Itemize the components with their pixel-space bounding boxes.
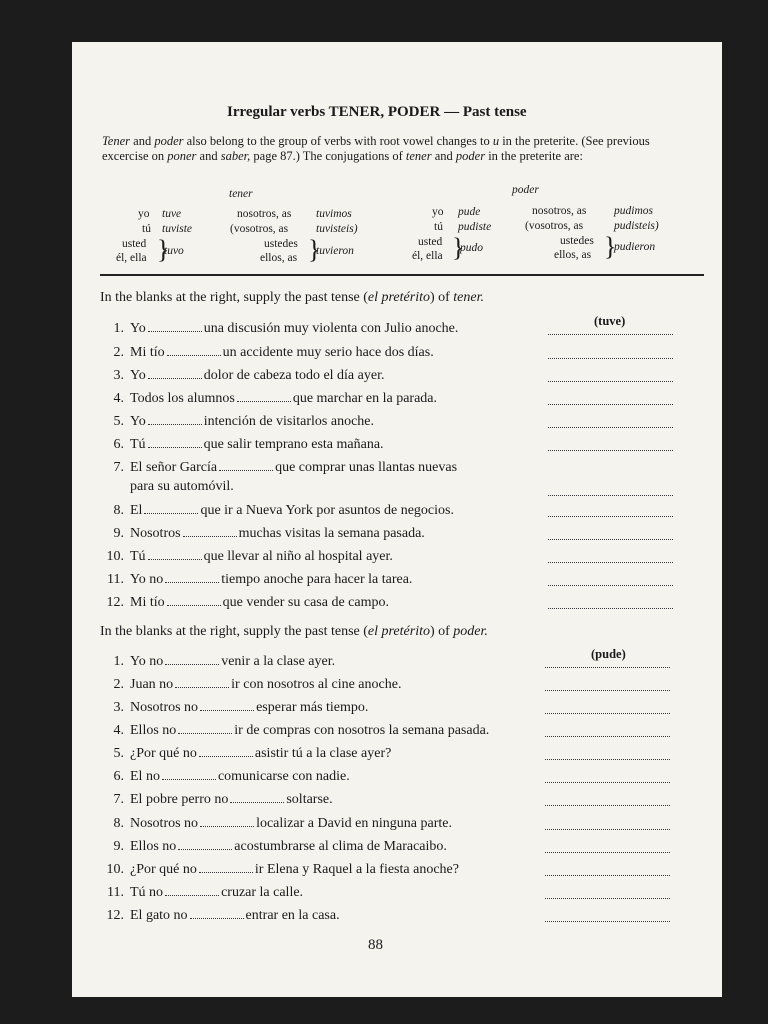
item-predicate: ir con nosotros al cine anoche.	[231, 677, 402, 692]
exercise-item	[72, 722, 490, 739]
item-subject: Ellos no	[130, 723, 177, 738]
intro-text-part: u	[492, 134, 500, 148]
answer-blank[interactable]	[545, 713, 670, 714]
item-subject: ¿Por qué no	[130, 862, 197, 877]
inline-blank	[167, 344, 221, 356]
item-number: 2.	[113, 677, 124, 692]
exercise-item	[72, 594, 389, 611]
inline-blank	[148, 436, 202, 448]
intro-text-part: in the preterite are:	[485, 149, 583, 163]
poder-el-pronoun: él, ella	[412, 250, 443, 262]
inline-blank	[183, 525, 237, 537]
poder-tu-form: pudiste	[458, 221, 492, 233]
tener-usted-form: tuvo	[164, 245, 184, 257]
item-subject: Tú	[130, 549, 146, 564]
poder-brace-singular: }	[452, 233, 465, 262]
poder-vosotros-form: pudisteis)	[614, 220, 659, 232]
tener-tu-form: tuviste	[162, 223, 193, 235]
exercise-item	[72, 838, 447, 855]
item-subject: ¿Por qué no	[130, 746, 197, 761]
exercise-item	[72, 459, 458, 476]
poder-tu-pronoun: tú	[434, 221, 443, 233]
inline-blank	[148, 548, 202, 560]
poder-brace-plural: }	[604, 232, 617, 261]
item-predicate: esperar más tiempo.	[256, 700, 369, 715]
answer-blank[interactable]	[548, 585, 673, 586]
inline-blank	[178, 838, 232, 850]
item-number: 8.	[113, 816, 124, 831]
item-subject: Tú no	[130, 885, 164, 900]
answer-blank[interactable]	[545, 852, 670, 853]
answer-blank[interactable]	[548, 539, 673, 540]
item-predicate: tiempo anoche para hacer la tarea.	[221, 572, 413, 587]
poder-yo-form: pude	[458, 206, 481, 218]
item-number: 12.	[106, 908, 124, 923]
worksheet-page	[72, 42, 722, 997]
section2-instruction: In the blanks at the right, supply the past tense (el pretérito) of poder.	[100, 624, 488, 639]
item-predicate: asistir tú a la clase ayer?	[254, 746, 392, 761]
item-predicate: una discusión muy violenta con Julio anoche.	[203, 321, 459, 336]
tener-vosotros-pronoun: (vosotros, as	[230, 223, 289, 235]
intro-paragraph	[102, 134, 682, 164]
answer-blank[interactable]	[545, 736, 670, 737]
divider-line	[100, 274, 704, 276]
item-predicate: que salir temprano esta mañana.	[203, 437, 384, 452]
answer-blank[interactable]	[548, 427, 673, 428]
item-number: 3.	[113, 700, 124, 715]
item-number: 8.	[113, 503, 124, 518]
answer-blank[interactable]	[548, 334, 673, 335]
exercise-item	[72, 548, 393, 565]
exercise-item	[72, 344, 434, 361]
item-subject: Nosotros	[130, 526, 181, 541]
intro-text-part: poder	[154, 134, 184, 148]
item-subject: Mi tío	[130, 345, 165, 360]
tener-brace-singular: }	[157, 235, 170, 264]
item-subject: El	[130, 503, 143, 518]
inline-blank	[162, 768, 216, 780]
item-subject: Yo no	[130, 654, 164, 669]
inline-blank	[175, 676, 229, 688]
exercise-item	[72, 676, 402, 693]
inline-blank	[148, 413, 202, 425]
page-title: Irregular verbs TENER, PODER — Past tense	[227, 104, 527, 120]
item-number: 6.	[113, 769, 124, 784]
item-subject: Ellos no	[130, 839, 177, 854]
intro-text-part: page 87.) The conjugations of	[250, 149, 406, 163]
poder-yo-pronoun: yo	[432, 206, 444, 218]
exercise-item	[72, 745, 392, 762]
answer-blank[interactable]	[545, 759, 670, 760]
poder-nosotros-pronoun: nosotros, as	[532, 205, 587, 217]
item-predicate: localizar a David en ninguna parte.	[256, 816, 452, 831]
item-predicate: que vender su casa de campo.	[222, 595, 389, 610]
page-number: 88	[368, 937, 383, 953]
inline-blank	[219, 459, 273, 471]
inline-blank	[200, 699, 254, 711]
item-predicate: muchas visitas la semana pasada.	[238, 526, 425, 541]
tener-usted-pronoun: usted	[122, 238, 147, 250]
exercise-item	[72, 815, 452, 832]
poder-ustedes-pronoun: ustedes	[560, 235, 594, 247]
exercise-item	[72, 884, 304, 901]
item-predicate: que marchar en la parada.	[292, 391, 438, 406]
poder-ustedes-form: pudieron	[614, 241, 656, 253]
answer-blank[interactable]	[548, 381, 673, 382]
item-number: 2.	[113, 345, 124, 360]
exercise-item	[72, 768, 350, 785]
item-predicate: comunicarse con nadie.	[217, 769, 350, 784]
answer-blank[interactable]	[548, 404, 673, 405]
item-predicate: un accidente muy serio hace dos días.	[222, 345, 434, 360]
poder-vosotros-pronoun: (vosotros, as	[525, 220, 584, 232]
tener-heading: tener	[229, 188, 253, 200]
exercise-item	[72, 525, 425, 542]
item-subject: Tú	[130, 437, 146, 452]
item-number: 4.	[113, 391, 124, 406]
exercise-item	[72, 413, 375, 430]
inline-blank	[200, 815, 254, 827]
answer-blank[interactable]	[548, 608, 673, 609]
item-subject: Yo	[130, 414, 146, 429]
item-predicate: que comprar unas llantas nuevas	[275, 460, 458, 475]
answer-blank[interactable]	[545, 805, 670, 806]
item-number: 4.	[113, 723, 124, 738]
item-predicate: intención de visitarlos anoche.	[203, 414, 375, 429]
poder-usted-form: pudo	[460, 242, 483, 254]
answer-blank[interactable]	[545, 829, 670, 830]
exercise-item	[72, 861, 459, 878]
intro-text-part: tener	[405, 149, 432, 163]
answer-blank[interactable]	[545, 690, 670, 691]
intro-text-part: poder	[455, 149, 486, 163]
exercise-item	[72, 791, 333, 808]
inline-blank	[199, 745, 253, 757]
exercise-item	[72, 436, 384, 453]
answer-blank[interactable]	[548, 450, 673, 451]
item-predicate: cruzar la calle.	[221, 885, 304, 900]
item-subject: Nosotros no	[130, 816, 199, 831]
item-predicate: ir Elena y Raquel a la fiesta anoche?	[254, 862, 459, 877]
tener-ustedes-form: tuvieron	[316, 245, 354, 257]
intro-text-part: and	[196, 149, 221, 163]
item-number: 10.	[106, 549, 124, 564]
item-number: 10.	[106, 862, 124, 877]
section1-instruction: In the blanks at the right, supply the past tense (el pretérito) of tener.	[100, 290, 485, 305]
tener-nosotros-form: tuvimos	[316, 208, 352, 220]
exercise-item	[72, 502, 454, 519]
answer-blank[interactable]	[548, 562, 673, 563]
exercise-item	[72, 653, 336, 670]
inline-blank	[165, 571, 219, 583]
poder-heading: poder	[512, 184, 539, 196]
item-predicate: ir de compras con nosotros la semana pasada.	[234, 723, 490, 738]
item-subject: Mi tío	[130, 595, 165, 610]
exercise-item	[72, 320, 459, 337]
item-subject: El no	[130, 769, 160, 784]
poder-ellos-pronoun: ellos, as	[554, 249, 592, 261]
inline-blank	[148, 320, 202, 332]
item-subject: Yo	[130, 368, 146, 383]
inline-blank	[148, 367, 202, 379]
item-predicate: venir a la clase ayer.	[221, 654, 336, 669]
exercise-item	[72, 390, 438, 407]
inline-blank	[237, 390, 291, 402]
item-subject: El señor García	[130, 460, 218, 475]
intro-text-part: poner	[167, 149, 197, 163]
intro-text-part: Tener	[102, 134, 131, 148]
item-number: 12.	[106, 595, 124, 610]
item-predicate: dolor de cabeza todo el día ayer.	[203, 368, 385, 383]
inline-blank	[165, 884, 219, 896]
answer-blank[interactable]	[545, 875, 670, 876]
poder-nosotros-form: pudimos	[614, 205, 653, 217]
tener-ellos-pronoun: ellos, as	[260, 252, 298, 264]
answer-blank[interactable]	[545, 782, 670, 783]
item-number: 6.	[113, 437, 124, 452]
answer-blank[interactable]	[548, 495, 673, 496]
example-answer: (pude)	[591, 647, 626, 661]
item-subject: Yo no	[130, 572, 164, 587]
answer-blank[interactable]	[545, 898, 670, 899]
exercise-item	[72, 907, 340, 924]
intro-text-part: and	[130, 134, 155, 148]
item-number: 7.	[113, 460, 124, 475]
item-predicate: que llevar al niño al hospital ayer.	[203, 549, 393, 564]
exercise-item	[72, 367, 385, 384]
item-continuation: para su automóvil.	[130, 479, 234, 494]
item-number: 7.	[113, 792, 124, 807]
tener-brace-plural: }	[308, 235, 321, 264]
tener-yo-form: tuve	[162, 208, 182, 220]
inline-blank	[167, 594, 221, 606]
item-number: 5.	[113, 414, 124, 429]
exercise-item	[72, 571, 413, 588]
item-predicate: acostumbrarse al clima de Maracaibo.	[234, 839, 447, 854]
tener-ustedes-pronoun: ustedes	[264, 238, 298, 250]
inline-blank	[199, 861, 253, 873]
exercise-item	[72, 699, 369, 716]
item-number: 1.	[113, 321, 124, 336]
item-subject: Todos los alumnos	[130, 391, 235, 406]
inline-blank	[144, 502, 198, 514]
inline-blank	[190, 907, 244, 919]
inline-blank	[230, 791, 284, 803]
poder-usted-pronoun: usted	[418, 236, 443, 248]
item-number: 9.	[113, 839, 124, 854]
item-predicate: soltarse.	[286, 792, 333, 807]
inline-blank	[165, 653, 219, 665]
item-number: 1.	[113, 654, 124, 669]
item-subject: El gato no	[130, 908, 188, 923]
item-subject: Juan no	[130, 677, 174, 692]
item-subject: Nosotros no	[130, 700, 199, 715]
answer-blank[interactable]	[545, 667, 670, 668]
answer-blank[interactable]	[548, 358, 673, 359]
intro-text-part: in the preterite. (See previous excercise on	[102, 134, 650, 163]
inline-blank	[178, 722, 232, 734]
intro-text-part: and	[431, 149, 456, 163]
answer-blank[interactable]	[545, 921, 670, 922]
item-subject: Yo	[130, 321, 146, 336]
item-number: 3.	[113, 368, 124, 383]
example-answer: (tuve)	[594, 314, 626, 328]
answer-blank[interactable]	[548, 516, 673, 517]
intro-text-part: saber,	[220, 149, 251, 163]
item-number: 11.	[107, 885, 124, 900]
intro-text-part: also belong to the group of verbs with root vowel changes to	[183, 134, 493, 148]
item-predicate: entrar en la casa.	[245, 908, 340, 923]
tener-vosotros-form: tuvisteis)	[316, 223, 358, 235]
tener-yo-pronoun: yo	[138, 208, 150, 220]
item-number: 11.	[107, 572, 124, 587]
tener-nosotros-pronoun: nosotros, as	[237, 208, 292, 220]
item-number: 5.	[113, 746, 124, 761]
tener-el-pronoun: él, ella	[116, 252, 147, 264]
tener-tu-pronoun: tú	[142, 223, 151, 235]
item-predicate: que ir a Nueva York por asuntos de negocios.	[200, 503, 454, 518]
item-number: 9.	[113, 526, 124, 541]
item-subject: El pobre perro no	[130, 792, 229, 807]
